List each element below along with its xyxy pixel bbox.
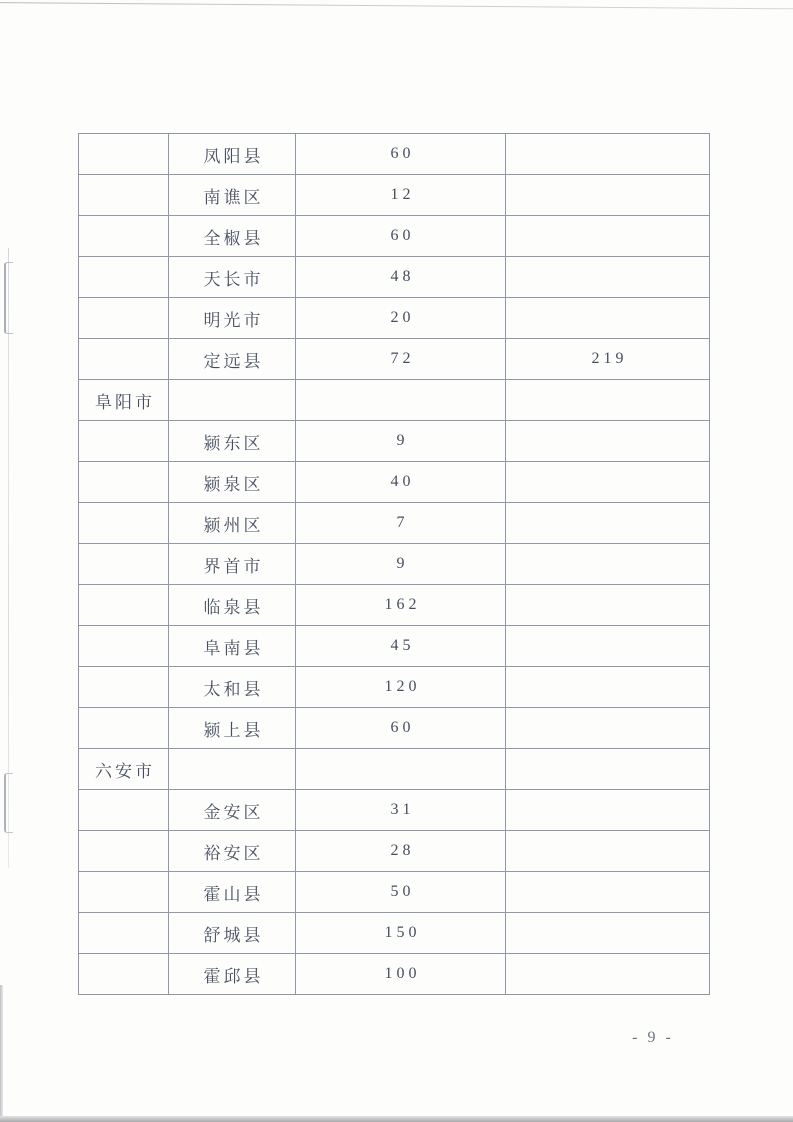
total-cell [506,708,710,749]
table-row [79,216,710,257]
city-cell [79,954,169,995]
value-cell: 60 [296,216,506,257]
value-cell: 9 [296,421,506,462]
total-cell [506,216,710,257]
district-cell: 霍邱县 [169,954,296,995]
value-cell: 9 [296,544,506,585]
city-cell: 阜阳市 [79,380,169,421]
scan-artifact-bottom-left-edge [0,985,3,1122]
city-cell [79,544,169,585]
scan-artifact-binding-mark-upper [4,262,13,334]
value-cell [296,749,506,790]
city-cell [79,503,169,544]
city-cell [79,872,169,913]
table-row [79,462,710,503]
district-cell: 太和县 [169,667,296,708]
value-cell: 60 [296,708,506,749]
table-row [79,380,710,421]
value-cell: 28 [296,831,506,872]
city-cell [79,216,169,257]
district-cell: 南谯区 [169,175,296,216]
total-cell [506,298,710,339]
total-cell [506,421,710,462]
value-cell [296,380,506,421]
value-cell: 100 [296,954,506,995]
district-cell: 凤阳县 [169,134,296,175]
value-cell: 48 [296,257,506,298]
value-cell: 72 [296,339,506,380]
district-cell: 阜南县 [169,626,296,667]
total-cell [506,503,710,544]
city-cell: 六安市 [79,749,169,790]
city-cell [79,257,169,298]
district-cell: 舒城县 [169,913,296,954]
total-cell: 219 [506,339,710,380]
value-cell: 31 [296,790,506,831]
value-cell: 150 [296,913,506,954]
city-cell [79,667,169,708]
district-cell: 霍山县 [169,872,296,913]
city-cell [79,585,169,626]
table-row [79,872,710,913]
city-cell [79,134,169,175]
scan-artifact-binding-mark-lower [4,773,13,833]
district-cell: 全椒县 [169,216,296,257]
value-cell: 40 [296,462,506,503]
city-cell [79,298,169,339]
value-cell: 45 [296,626,506,667]
total-cell [506,790,710,831]
district-cell: 明光市 [169,298,296,339]
table-row [79,790,710,831]
table-row [79,544,710,585]
scan-artifact-left-fold-line [8,248,9,868]
district-cell: 金安区 [169,790,296,831]
total-cell [506,134,710,175]
value-cell: 60 [296,134,506,175]
district-cell: 临泉县 [169,585,296,626]
table-row [79,831,710,872]
district-cell: 颍东区 [169,421,296,462]
total-cell [506,954,710,995]
district-cell: 界首市 [169,544,296,585]
scan-artifact-top-edge [0,2,793,9]
district-cell: 裕安区 [169,831,296,872]
district-cell [169,749,296,790]
district-cell [169,380,296,421]
table-row [79,134,710,175]
total-cell [506,462,710,503]
district-cell: 定远县 [169,339,296,380]
allocation-table [78,133,710,995]
table-row [79,339,710,380]
total-cell [506,257,710,298]
value-cell: 162 [296,585,506,626]
value-cell: 120 [296,667,506,708]
city-cell [79,831,169,872]
table-row [79,708,710,749]
district-cell: 天长市 [169,257,296,298]
city-cell [79,790,169,831]
table-body [79,134,710,995]
city-cell [79,421,169,462]
value-cell: 12 [296,175,506,216]
total-cell [506,585,710,626]
city-cell [79,708,169,749]
value-cell: 20 [296,298,506,339]
total-cell [506,872,710,913]
total-cell [506,913,710,954]
total-cell [506,544,710,585]
city-cell [79,175,169,216]
total-cell [506,380,710,421]
district-cell: 颍泉区 [169,462,296,503]
city-cell [79,462,169,503]
table-row [79,667,710,708]
total-cell [506,831,710,872]
table-row [79,913,710,954]
table-row [79,626,710,667]
table-row [79,954,710,995]
total-cell [506,749,710,790]
table-row [79,585,710,626]
district-cell: 颍上县 [169,708,296,749]
table-row [79,298,710,339]
table-row [79,503,710,544]
city-cell [79,339,169,380]
district-cell: 颍州区 [169,503,296,544]
page-number: - 9 - [632,1029,674,1046]
city-cell [79,913,169,954]
value-cell: 7 [296,503,506,544]
total-cell [506,667,710,708]
table-row [79,175,710,216]
table-row [79,421,710,462]
total-cell [506,175,710,216]
city-cell [79,626,169,667]
table-row [79,749,710,790]
table-row [79,257,710,298]
value-cell: 50 [296,872,506,913]
scan-artifact-bottom-edge [0,1116,793,1122]
total-cell [506,626,710,667]
